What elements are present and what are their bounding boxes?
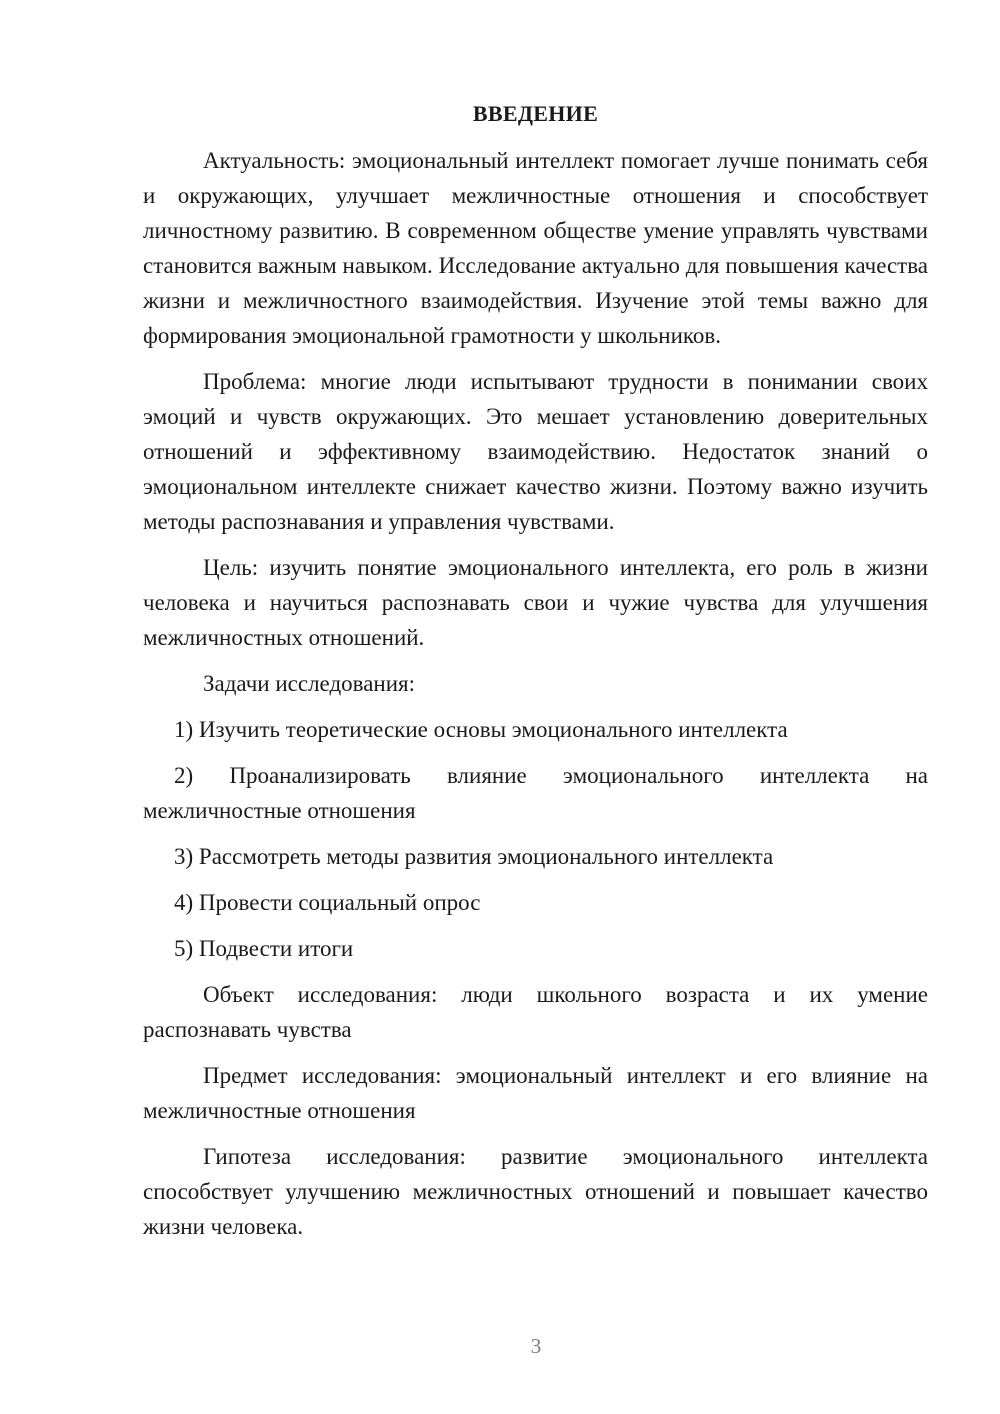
task-item-1: 1) Изучить теоретические основы эмоционального интеллекта	[174, 717, 788, 742]
section-heading: ВВЕДЕНИЕ	[472, 101, 599, 126]
task-item-4: 4) Провести социальный опрос	[174, 890, 481, 915]
paragraph-object: Объект исследования: люди школьного возраста и их умение распознавать чувства	[143, 982, 928, 1042]
paragraph-goal: Цель: изучить понятие эмоционального интеллекта, его роль в жизни человека и научиться распознавать свои и чужие чувства для улучшения межличностных отношений.	[143, 555, 928, 650]
paragraph-subject: Предмет исследования: эмоциональный интеллект и его влияние на межличностные отношения	[143, 1063, 928, 1123]
paragraph-relevance: Актуальность: эмоциональный интеллект помогает лучше понимать себя и окружающих, улучшает межличностные отношения и способствует личностному развитию. В современном обществе умение управлять чувствами становится важным навыком. Исследование актуально для повышения качества жизни и межличностного взаимодействия. Изучение этой темы важно для формирования эмоциональной грамотности у школьников.	[143, 148, 928, 348]
task-item-5: 5) Подвести итоги	[174, 936, 354, 961]
paragraph-tasks-title: Задачи исследования:	[203, 671, 416, 696]
task-item-2: 2) Проанализировать влияние эмоционального интеллекта на межличностные отношения	[143, 763, 928, 823]
paragraph-hypothesis: Гипотеза исследования: развитие эмоционального интеллекта способствует улучшению межличностных отношений и повышает качество жизни человека.	[143, 1144, 928, 1239]
paragraph-problem: Проблема: многие люди испытывают трудности в понимании своих эмоций и чувств окружающих. Это мешает установлению доверительных отношений и эффективному взаимодействию. Недостаток знаний о эмоциональном интеллекте снижает качество жизни. Поэтому важно изучить методы распознавания и управления чувствами.	[143, 369, 928, 534]
page-number: 3	[530, 1334, 542, 1358]
task-item-3: 3) Рассмотреть методы развития эмоционального интеллекта	[174, 844, 774, 869]
page-content	[143, 96, 928, 1255]
